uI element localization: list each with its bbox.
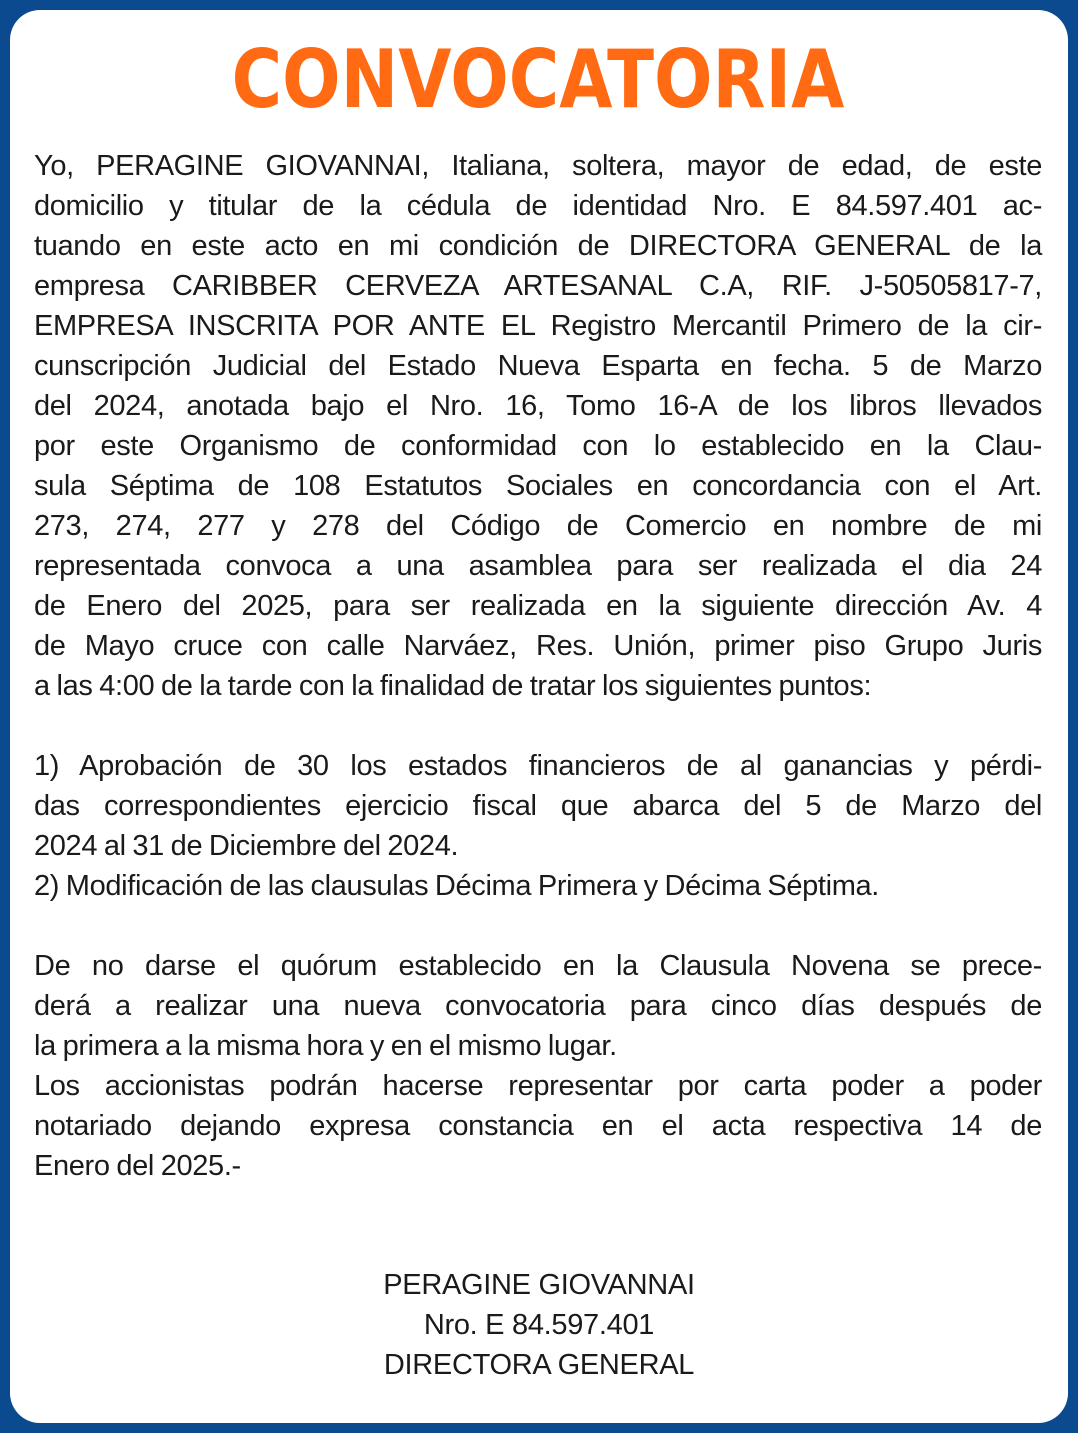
signature-role: DIRECTORA GENERAL (383, 1349, 695, 1381)
intro-line: Yo, PERAGINE GIOVANNAI, Italiana, soltera, mayor de edad, de este (34, 150, 1042, 182)
notice-title: CONVOCATORIA (231, 33, 845, 126)
closing-line: Enero del 2025.- (34, 1150, 241, 1182)
closing-line: derá a realizar una nueva convocatoria para cinco días después de (34, 990, 1042, 1022)
intro-line: cunscripción Judicial del Estado Nueva Esparta en fecha. 5 de Marzo (34, 350, 1042, 382)
closing-line: la primera a la misma hora y en el mismo lugar. (34, 1030, 617, 1062)
intro-line: domicilio y titular de la cédula de identidad Nro. E 84.597.401 ac- (34, 190, 1042, 222)
intro-line: representada convoca a una asamblea para ser realizada el dia 24 (34, 550, 1042, 582)
closing-line: De no darse el quórum establecido en la Clausula Novena se prece- (34, 950, 1042, 982)
intro-line: sula Séptima de 108 Estatutos Sociales en concordancia con el Art. (34, 470, 1042, 502)
agenda-line: 2) Modificación de las clausulas Décima Primera y Décima Séptima. (34, 870, 880, 902)
agenda-line: 1) Aprobación de 30 los estados financieros de al ganancias y pérdi- (34, 750, 1042, 782)
intro-line: de Mayo cruce con calle Narváez, Res. Unión, primer piso Grupo Juris (34, 630, 1042, 662)
intro-line: 273, 274, 277 y 278 del Código de Comercio en nombre de mi (34, 510, 1042, 542)
signature-id: Nro. E 84.597.401 (423, 1309, 655, 1341)
intro-paragraph (34, 146, 1042, 1186)
paragraph-gap (34, 706, 1042, 746)
intro-line: empresa CARIBBER CERVEZA ARTESANAL C.A, RIF. J-50505817-7, (34, 270, 1042, 302)
signature-block (10, 1265, 1068, 1385)
agenda-line: das correspondientes ejercicio fiscal que abarca del 5 de Marzo del (34, 790, 1042, 822)
signature-name: PERAGINE GIOVANNAI (383, 1269, 695, 1301)
intro-line: por este Organismo de conformidad con lo establecido en la Clau- (34, 430, 1042, 462)
closing-line: notariado dejando expresa constancia en el acta respectiva 14 de (34, 1110, 1042, 1142)
intro-line: a las 4:00 de la tarde con la finalidad de tratar los siguientes puntos: (34, 670, 872, 702)
agenda-line: 2024 al 31 de Diciembre del 2024. (34, 830, 459, 862)
paragraph-gap (34, 906, 1042, 946)
intro-line: EMPRESA INSCRITA POR ANTE EL Registro Mercantil Primero de la cir- (34, 310, 1042, 342)
closing-line: Los accionistas podrán hacerse representar por carta poder a poder (34, 1070, 1042, 1102)
intro-line: tuando en este acto en mi condición de DIRECTORA GENERAL de la (34, 230, 1042, 262)
intro-line: del 2024, anotada bajo el Nro. 16, Tomo 16-A de los libros llevados (34, 390, 1042, 422)
notice-card (10, 10, 1068, 1423)
intro-line: de Enero del 2025, para ser realizada en la siguiente dirección Av. 4 (34, 590, 1042, 622)
